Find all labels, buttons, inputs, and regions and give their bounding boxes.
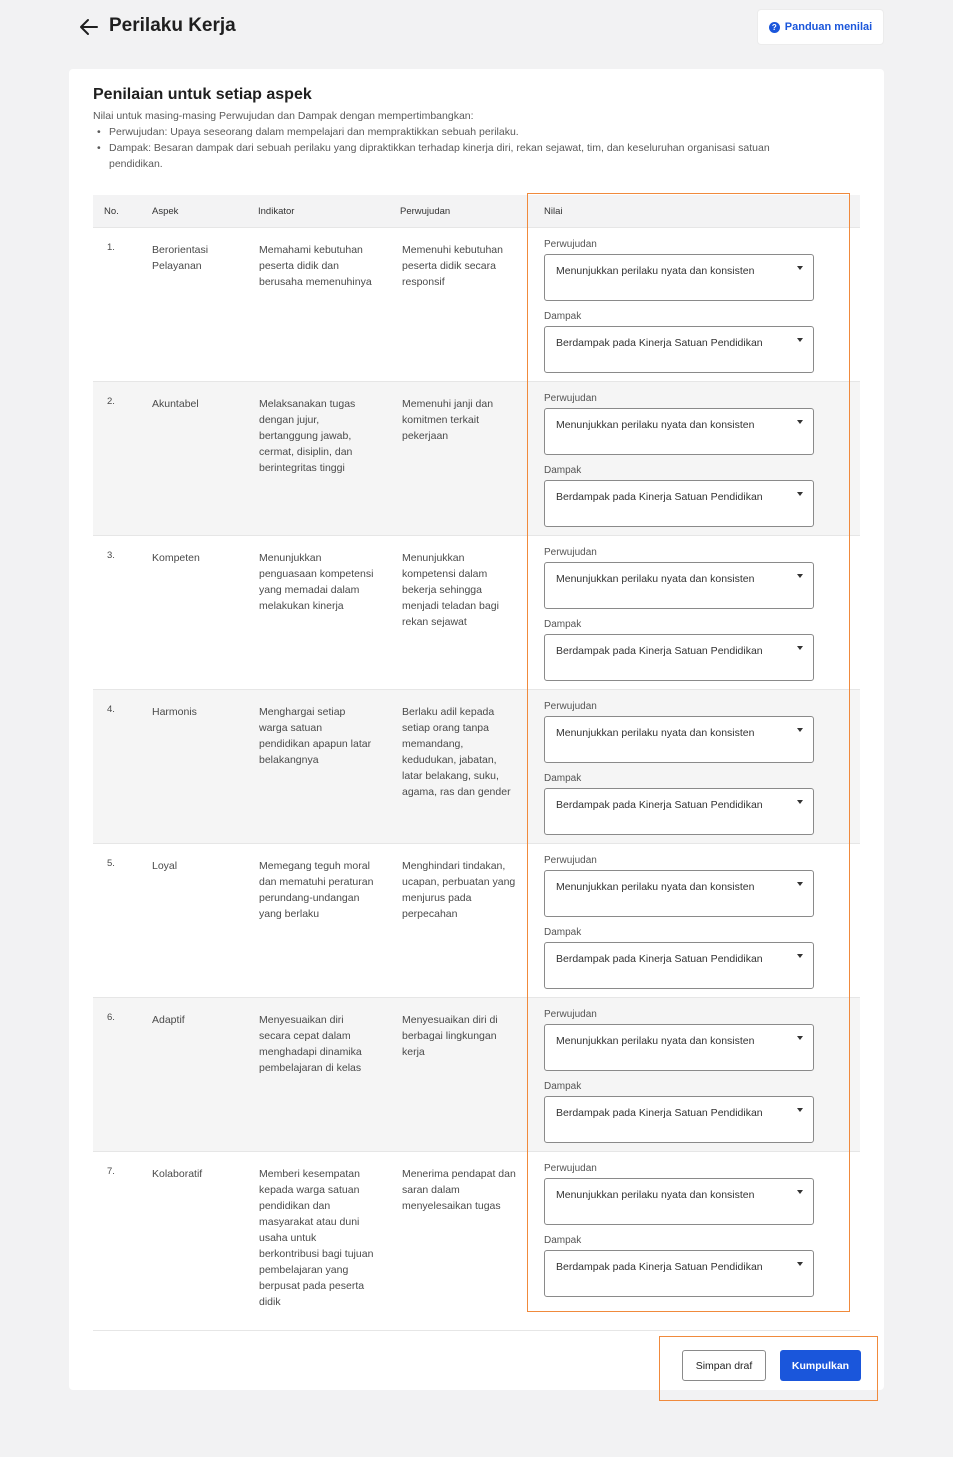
dampak-select[interactable] [544,634,814,681]
table-row [93,1151,860,1331]
row-nilai [544,700,816,835]
chevron-down-icon [797,1262,803,1266]
card-title: Penilaian untuk setiap aspek [93,86,312,103]
dampak-select-value: Berdampak pada Kinerja Satuan Pendidikan [556,491,763,503]
table-row [93,997,860,1151]
perwujudan-select[interactable] [544,716,814,763]
dampak-select[interactable] [544,788,814,835]
perwujudan-field-label: Perwujudan [544,701,597,712]
chevron-down-icon [797,420,803,424]
row-indikator: Memegang teguh moral dan mematuhi peraturan perundang-undangan yang berlaku [259,860,374,920]
perwujudan-field-label: Perwujudan [544,393,597,404]
perwujudan-field-label: Perwujudan [544,855,597,866]
row-perwujudan: Menerima pendapat dan saran dalam menyelesaikan tugas [402,1168,516,1212]
row-perwujudan: Menghindari tindakan, ucapan, perbuatan yang menjurus pada perpecahan [402,860,516,920]
intro-bullets [93,124,793,172]
row-aspek: Adaptif [152,1014,185,1026]
row-nilai [544,1008,816,1143]
dampak-select-value: Berdampak pada Kinerja Satuan Pendidikan [556,799,763,811]
dampak-field-label: Dampak [544,773,582,784]
header-aspek: Aspek [152,206,179,217]
dampak-field-label: Dampak [544,1081,582,1092]
row-perwujudan: Menyesuaikan diri di berbagai lingkungan kerja [402,1014,498,1058]
dampak-select[interactable] [544,480,814,527]
row-indikator: Melaksanakan tugas dengan jujur, bertanggung jawab, cermat, disiplin, dan berintegritas tinggi [259,398,356,474]
header-nilai: Nilai [544,206,563,217]
chevron-down-icon [797,800,803,804]
dampak-select[interactable] [544,326,814,373]
dampak-select-value: Berdampak pada Kinerja Satuan Pendidikan [556,1107,763,1119]
row-perwujudan: Memenuhi kebutuhan peserta didik secara responsif [402,244,503,288]
row-aspek: Kompeten [152,552,200,564]
row-perwujudan: Memenuhi janji dan komitmen terkait pekerjaan [402,398,494,442]
chevron-down-icon [797,728,803,732]
chevron-down-icon [797,574,803,578]
perwujudan-select[interactable] [544,562,814,609]
assessment-card [69,69,884,1390]
perwujudan-field-label: Perwujudan [544,547,597,558]
chevron-down-icon [797,266,803,270]
perwujudan-select[interactable] [544,254,814,301]
perwujudan-field-label: Perwujudan [544,239,597,250]
perwujudan-select[interactable] [544,408,814,455]
row-perwujudan: Berlaku adil kepada setiap orang tanpa memandang, kedudukan, jabatan, latar belakang, suku, agama, ras dan gender [402,706,511,798]
guide-button[interactable] [757,9,884,45]
dampak-select-value: Berdampak pada Kinerja Satuan Pendidikan [556,953,763,965]
row-indikator: Menghargai setiap warga satuan pendidikan apapun latar belakangnya [259,706,372,766]
table-row [93,689,860,843]
intro-text [93,108,793,172]
row-number: 6. [107,1012,115,1023]
guide-button-label: Panduan menilai [784,21,873,33]
chevron-down-icon [797,882,803,886]
table-body [93,227,860,1331]
perwujudan-select[interactable] [544,1178,814,1225]
row-aspek: Kolaboratif [152,1168,203,1180]
page-title: Perilaku Kerja [109,15,236,36]
table-row [93,535,860,689]
dampak-select[interactable] [544,1250,814,1297]
table-row [93,381,860,535]
row-number: 1. [107,242,115,253]
row-indikator: Menyesuaikan diri secara cepat dalam menghadapi dinamika pembelajaran di kelas [259,1014,362,1074]
perwujudan-field-label: Perwujudan [544,1009,597,1020]
header-indikator: Indikator [258,206,295,217]
dampak-select[interactable] [544,942,814,989]
row-aspek: Berorientasi Pelayanan [152,244,209,272]
row-nilai [544,238,816,373]
dampak-select[interactable] [544,1096,814,1143]
header-perwujudan: Perwujudan [400,206,451,217]
intro-lead: Nilai untuk masing-masing Perwujudan dan Dampak dengan mempertimbangkan: [93,110,474,122]
row-number: 7. [107,1166,115,1177]
back-arrow-icon[interactable] [78,16,100,38]
perwujudan-select-value: Menunjukkan perilaku nyata dan konsisten [556,419,755,431]
perwujudan-select-value: Menunjukkan perilaku nyata dan konsisten [556,881,755,893]
chevron-down-icon [797,1108,803,1112]
row-indikator: Memahami kebutuhan peserta didik dan berusaha memenuhinya [259,244,372,288]
chevron-down-icon [797,1036,803,1040]
row-aspek: Harmonis [152,706,197,718]
row-aspek: Loyal [152,860,178,872]
bullet-perwujudan: • Perwujudan: Upaya seseorang dalam mempelajari dan mempraktikkan sebuah perilaku. [93,124,793,140]
row-aspek: Akuntabel [152,398,199,410]
perwujudan-select-value: Menunjukkan perilaku nyata dan konsisten [556,1189,755,1201]
bullet-dampak: • Dampak: Besaran dampak dari sebuah perilaku yang dipraktikkan terhadap kinerja diri, rekan sejawat, tim, dan keseluruhan organisasi satuan pendidikan. [93,140,793,172]
perwujudan-select-value: Menunjukkan perilaku nyata dan konsisten [556,1035,755,1047]
perwujudan-select[interactable] [544,1024,814,1071]
perwujudan-select-value: Menunjukkan perilaku nyata dan konsisten [556,265,755,277]
perwujudan-select[interactable] [544,870,814,917]
dampak-field-label: Dampak [544,927,582,938]
dampak-select-value: Berdampak pada Kinerja Satuan Pendidikan [556,337,763,349]
row-number: 2. [107,396,115,407]
assessment-table [93,195,860,1331]
table-row [93,227,860,381]
save-draft-button[interactable]: Simpan draf [682,1350,766,1381]
dampak-select-value: Berdampak pada Kinerja Satuan Pendidikan [556,645,763,657]
table-header [93,195,860,227]
perwujudan-select-value: Menunjukkan perilaku nyata dan konsisten [556,727,755,739]
row-nilai [544,392,816,527]
perwujudan-field-label: Perwujudan [544,1163,597,1174]
dampak-field-label: Dampak [544,311,582,322]
chevron-down-icon [797,646,803,650]
dampak-field-label: Dampak [544,1235,582,1246]
submit-button[interactable]: Kumpulkan [780,1350,861,1381]
dampak-field-label: Dampak [544,619,582,630]
page-header [0,0,953,60]
row-nilai [544,546,816,681]
row-indikator: Menunjukkan penguasaan kompetensi yang memadai dalam melakukan kinerja [259,552,374,612]
row-number: 3. [107,550,115,561]
dampak-field-label: Dampak [544,465,582,476]
table-row [93,843,860,997]
chevron-down-icon [797,492,803,496]
row-perwujudan: Menunjukkan kompetensi dalam bekerja sehingga menjadi teladan bagi rekan sejawat [402,552,499,628]
chevron-down-icon [797,1190,803,1194]
chevron-down-icon [797,954,803,958]
header-no: No. [104,206,119,217]
perwujudan-select-value: Menunjukkan perilaku nyata dan konsisten [556,573,755,585]
row-number: 4. [107,704,115,715]
row-number: 5. [107,858,115,869]
row-indikator: Memberi kesempatan kepada warga satuan pendidikan dan masyarakat atau duni usaha untuk berkontribusi bagi tujuan pembelajaran yang berpusat pada peserta didik [259,1168,374,1308]
row-nilai [544,1162,816,1297]
chevron-down-icon [797,338,803,342]
help-icon: ? [769,22,780,33]
dampak-select-value: Berdampak pada Kinerja Satuan Pendidikan [556,1261,763,1273]
row-nilai [544,854,816,989]
